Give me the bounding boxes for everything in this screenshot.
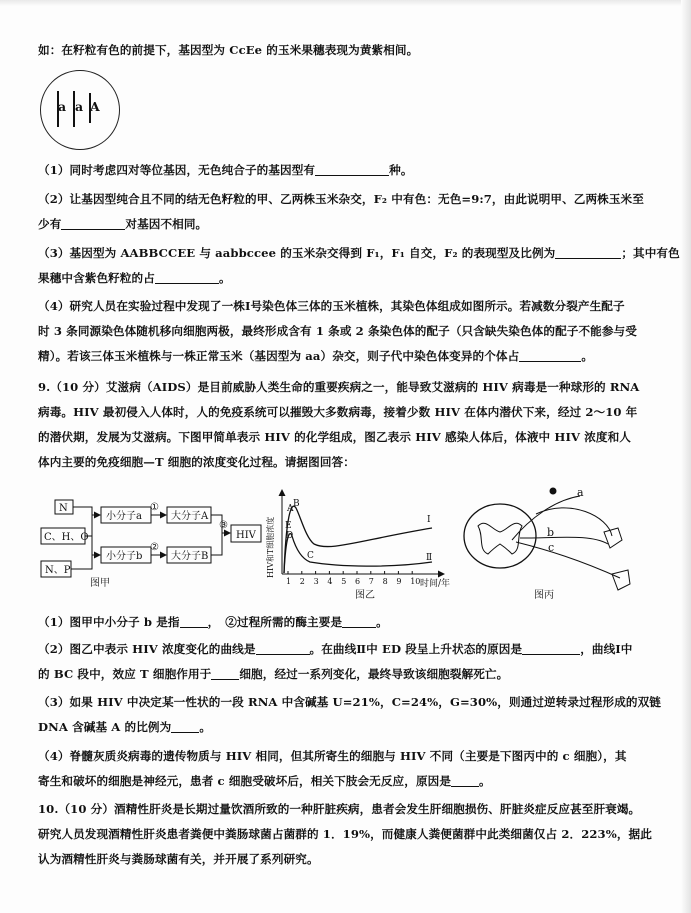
caption-bing: 图丙 (534, 590, 554, 601)
answer-blank[interactable] (171, 719, 199, 733)
label-c: c (548, 541, 555, 554)
label-n: N (59, 503, 68, 514)
point-a: A (287, 504, 294, 514)
neuron-a-path (512, 496, 580, 540)
diagram-jia (41, 500, 261, 589)
x-tick-label: 2 (299, 577, 305, 586)
label-big-a: 大分子A (171, 511, 209, 522)
q8-part4: （4）研究人员在实验过程中发现了一株Ⅰ号染色体三体的玉米植株，其染色体组成如图所示。若减数分裂产生配子 时 3 条同源染色体随机移向细胞两极，最终形成含有 1 条或 2 条染色体的配子（只含缺失染色体的配子不能参与受 精）。若该三体玉米植株与一株正常玉米（基因型为 aa）杂交，则子代中染色体变异的个体占 。 (38, 299, 637, 363)
gray-matter (478, 523, 522, 554)
label-np: N、P (45, 565, 71, 576)
q9-part1: （1）图甲中小分子 b 是指 ， ②过程所需的酶主要是 。 (38, 615, 388, 629)
x-ticks (286, 571, 420, 586)
label-cho: C、H、O (44, 532, 89, 543)
answer-blank[interactable] (342, 614, 376, 628)
label-step1: ① (150, 502, 159, 513)
q10-stem: 10.（10 分）酒精性肝炎是长期过量饮酒所致的一种肝脏疾病，患者会发生肝细胞损伤、肝脏炎症反应甚至肝衰竭。 研究人员发现酒精性肝炎患者粪便中粪肠球菌占菌群的 1．19%，而健康人粪便菌群中此类细菌仅占 2．223%，据此 认为酒精性肝炎与粪肠球菌有关，并开展了系列研究。 (38, 802, 652, 866)
label-a: a (577, 486, 584, 499)
x-tick-label: 10 (410, 577, 421, 586)
x-tick-label: 8 (382, 577, 388, 586)
label-big-b: 大分子B (171, 551, 209, 562)
receptor-upper (604, 528, 622, 548)
neuron-b-path (520, 537, 608, 544)
x-axis-label: 时间/年 (420, 579, 451, 589)
answer-blank[interactable] (451, 773, 479, 787)
caption-yi: 图乙 (355, 590, 375, 601)
q9-stem: 9.（10 分）艾滋病（AIDS）是目前威胁人类生命的重要疾病之一，能导致艾滋病的 HIV 病毒是一种球形的 RNA 病毒。HIV 最初侵入人体时，人的免疫系统可以摧毁大多数病毒，接着少数 HIV 在体内潜伏下来，经过 2～10 年 的潜伏期，发展为艾滋病。下图甲简单表示 HIV 的化学组成，图乙表示 HIV 感染人体后，体液中 HIV 浓度和人 体内主要的免疫细胞—T 细胞的浓度变化过程。请据图回答： (38, 380, 640, 469)
q8-part2: （2）让基因型纯合且不同的结无色籽粒的甲、乙两株玉米杂交，F₂ 中有色：无色=9:7，由此说明甲、乙两株玉米至 少有 对基因不相同。 (38, 192, 644, 231)
x-tick-label: 6 (355, 577, 361, 586)
label-small-b: 小分子b (106, 551, 143, 562)
x-tick-label: 9 (396, 577, 402, 586)
scan-top-edge (0, 0, 691, 6)
label-b: b (547, 526, 555, 539)
allele-label-3: A (90, 99, 100, 114)
answer-blank[interactable] (256, 641, 310, 655)
curve-ii-label: Ⅱ (426, 553, 433, 563)
chart-yi (265, 490, 450, 601)
answer-blank[interactable] (155, 270, 219, 284)
allele-label-1: a (58, 99, 67, 114)
q8-part3: （3）基因型为 AABBCCEE 与 aabbccee 的玉米杂交得到 F₁，F₁ 自交，F₂ 的表现型及比例为 ；其中有色 果穗中含紫色籽粒的占 。 (38, 246, 680, 285)
scan-right-edge (681, 0, 691, 913)
curve-i-label: Ⅰ (427, 515, 431, 525)
x-tick-label: 7 (368, 577, 374, 586)
q9-part3: （3）如果 HIV 中决定某一性状的一段 RNA 中含碱基 U=21%，C=24%，G=30%，则通过逆转录过程形成的双链 DNA 含碱基 A 的比例为 。 (38, 695, 661, 734)
answer-blank[interactable] (61, 216, 125, 230)
spinal-cord-section (464, 504, 536, 568)
point-c: C (307, 551, 314, 561)
x-tick-label: 1 (286, 577, 292, 586)
point-d: D (286, 531, 294, 541)
label-step2: ② (150, 542, 159, 553)
caption-jia: 图甲 (90, 578, 110, 589)
q9-part2: （2）图乙中表示 HIV 浓度变化的曲线是 。在曲线Ⅱ中 ED 段呈上升状态的原因是 ，曲线Ⅰ中 的 BC 段中，效应 T 细胞作用于 细胞，经过一系列变化，最终导致该细胞裂解死亡。 (38, 642, 633, 681)
answer-blank[interactable] (519, 348, 581, 362)
x-tick-label: 5 (341, 577, 347, 586)
answer-blank[interactable] (180, 614, 208, 628)
x-tick-label: 4 (327, 577, 333, 586)
q9-part4: （4）脊髓灰质炎病毒的遗传物质与 HIV 相同，但其所寄生的细胞与 HIV 不同（主要是下图丙中的 c 细胞），其 寄生和破坏的细胞是神经元，患者 c 细胞受破坏后，相关下肢会无反应，原因是 。 (38, 749, 627, 788)
label-small-a: 小分子a (106, 511, 142, 522)
x-tick-label: 3 (313, 577, 319, 586)
point-b: B (293, 499, 300, 509)
label-hiv: HIV (236, 530, 256, 541)
answer-blank[interactable] (522, 641, 580, 655)
curve-i (284, 506, 432, 573)
q8-part1: （1）同时考虑四对等位基因，无色纯合子的基因型有 种。 (38, 163, 413, 177)
diagram-bing (464, 486, 630, 601)
ganglion-a (550, 488, 556, 494)
q9-figures (0, 478, 691, 613)
neuron-c-path (516, 542, 620, 578)
y-axis-label: HIV和T细胞浓度 (266, 516, 275, 578)
label-step3: ③ (219, 520, 228, 531)
answer-blank[interactable] (315, 162, 389, 176)
answer-blank[interactable] (211, 666, 239, 680)
answer-blank[interactable] (555, 245, 621, 259)
chromosome-cell-figure (40, 70, 120, 150)
point-e: E (285, 521, 292, 531)
allele-label-2: a (75, 99, 84, 114)
intro-text: 如：在籽粒有色的前提下，基因型为 CcEe 的玉米果穗表现为黄紫相间。 (38, 43, 419, 57)
effector-lower (612, 570, 630, 590)
